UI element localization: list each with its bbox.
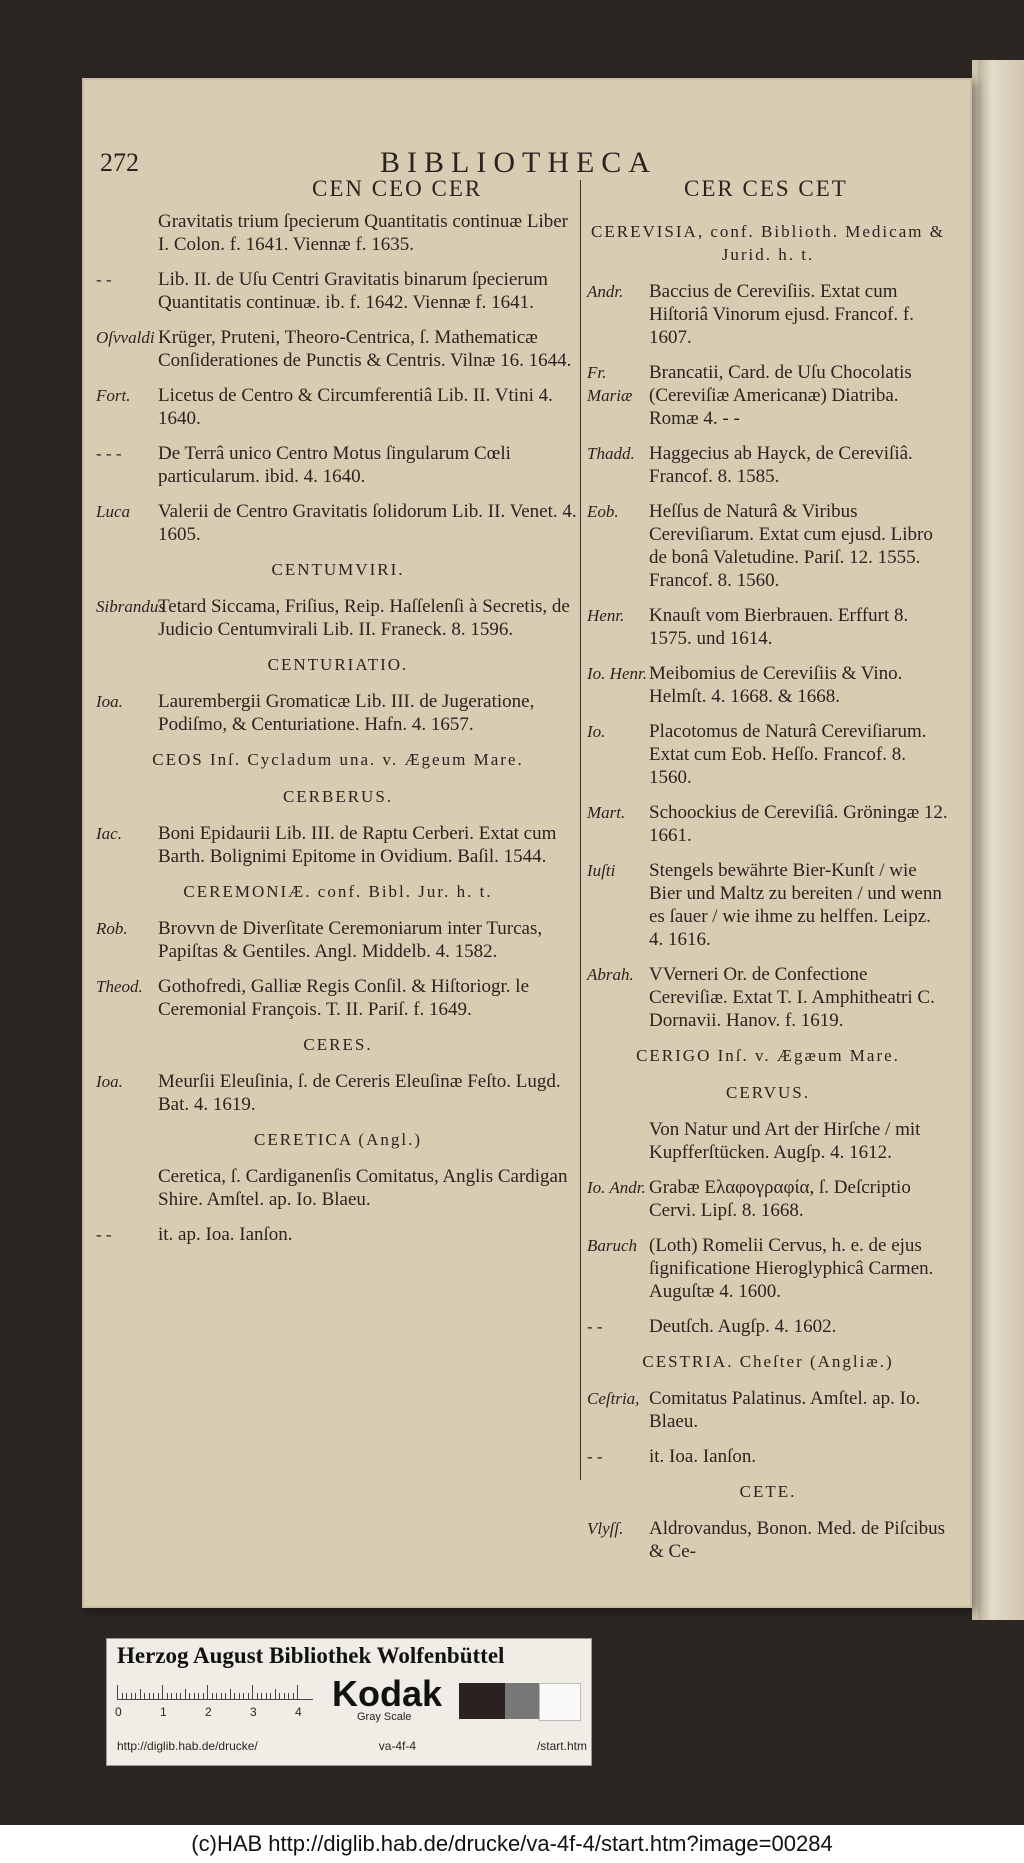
bibliography-entry: [96, 975, 580, 1021]
ruler-tick: [239, 1693, 240, 1699]
entry-text: Baccius de Cereviſiis. Extat cum Hiſtoriâ Vinorum ejusd. Francof. f. 1607.: [649, 281, 914, 348]
ruler-tick: [248, 1693, 249, 1699]
entry-text: Laurembergii Gromaticæ Lib. III. de Jugeratione, Podiſmo, & Centuriatione. Hafn. 4. 1657.: [158, 691, 535, 735]
ruler-tick: [194, 1693, 195, 1699]
page-edge-shade: [978, 60, 1024, 1620]
section-heading: CENTUMVIRI.: [271, 560, 405, 579]
ruler-tick: [216, 1693, 217, 1699]
ruler-tick: [122, 1693, 123, 1699]
entry-author-prefix: - -: [587, 1447, 603, 1466]
color-target-strip: [106, 1638, 592, 1766]
url-base: http://diglib.hab.de/drucke/: [117, 1739, 258, 1753]
section-heading: CEREVISIA, conf. Biblioth. Medicam & Jurid. h. t.: [591, 222, 945, 264]
ruler-tick: [117, 1685, 118, 1699]
bibliography-entry: [96, 917, 580, 963]
entry-text: Von Natur und Art der Hirſche / mit Kupfferſtücken. Augſp. 4. 1612.: [649, 1119, 921, 1163]
credit-line: (c)HAB http://diglib.hab.de/drucke/va-4f-4/start.htm?image=00284: [0, 1825, 1024, 1863]
bibliography-entry: [587, 1315, 949, 1338]
entry-text: Aldrovandus, Bonon. Med. de Piſcibus & Ce-: [649, 1518, 946, 1562]
bibliography-entry: [587, 662, 949, 708]
entry-author-prefix: Theod.: [96, 977, 143, 996]
entry-author-prefix: Io. Andr.: [587, 1178, 646, 1197]
ruler-tick: [189, 1693, 190, 1699]
ruler-tick: [293, 1693, 294, 1699]
entry-author-prefix: Sibrandus: [96, 597, 165, 616]
bibliography-entry: [587, 801, 949, 847]
entry-text: VVerneri Or. de Confectione Cereviſiæ. Extat T. I. Amphitheatri C. Dornavii. Hanov. f. 1619.: [649, 964, 935, 1031]
entry-author-prefix: Vlyſſ.: [587, 1519, 624, 1538]
entry-text: Comitatus Palatinus. Amſtel. ap. Io. Blaeu.: [649, 1388, 921, 1432]
ruler-tick: [230, 1689, 231, 1699]
entry-text: Ceretica, ſ. Cardiganenſis Comitatus, Anglis Cardigan Shire. Amſtel. ap. Io. Blaeu.: [158, 1166, 568, 1210]
entry-text: Gravitatis trium ſpecierum Quantitatis continuæ Liber I. Colon. f. 1641. Viennæ f. 1635.: [158, 211, 568, 255]
entry-text: Brancatii, Card. de Uſu Chocolatis (Cereviſiæ Americanæ) Diatriba. Romæ 4. - -: [649, 362, 912, 429]
section-heading: CERBERUS.: [282, 787, 394, 806]
ruler-tick: [257, 1693, 258, 1699]
entry-author-prefix: Iuſti: [587, 861, 616, 880]
ruler-tick: [167, 1693, 168, 1699]
entry-text: it. Ioa. Ianſon.: [649, 1446, 757, 1467]
gray-swatch: [505, 1683, 539, 1719]
entry-author-prefix: Io. Henr.: [587, 664, 647, 683]
bibliography-entry: [587, 604, 949, 650]
section-heading: CETE.: [739, 1482, 797, 1501]
ruler-tick: [266, 1693, 267, 1699]
entry-author-prefix: [587, 1118, 649, 1164]
entry-text: Gothofredi, Galliæ Regis Conſil. & Hiſtoriogr. le Ceremonial François. T. II. Pariſ. f. 1649.: [158, 976, 530, 1020]
bibliography-entry: [96, 690, 580, 736]
right-column-head: CER CES CET: [684, 176, 848, 201]
bibliography-entry: [96, 1165, 580, 1211]
white-swatch: [539, 1683, 581, 1721]
ruler-tick: [158, 1693, 159, 1699]
entry-author-prefix: Rob.: [96, 919, 128, 938]
bibliography-entry: [96, 1223, 580, 1246]
entry-text: (Loth) Romelii Cervus, h. e. de ejus ſignificatione Hieroglyphicâ Carmen. Auguſtæ 4. 1600.: [649, 1235, 934, 1302]
entry-author-prefix: Andr.: [587, 282, 624, 301]
entry-author-prefix: [96, 1165, 158, 1211]
entry-author-prefix: Thadd.: [587, 444, 635, 463]
ruler-tick: [126, 1693, 127, 1699]
ruler-tick: [284, 1693, 285, 1699]
bibliography-entry: [587, 963, 949, 1032]
entry-text: Stengels bewährte Bier-Kunſt / wie Bier und Maltz zu bereiten / und wenn es ſauer / wie ihme zu helffen. Leipz. 4. 1616.: [649, 860, 942, 950]
entry-author-prefix: Oſvvaldi: [96, 328, 155, 347]
section-heading: CESTRIA. Cheſter (Angliæ.): [642, 1352, 894, 1371]
right-column: [587, 210, 949, 1575]
entry-text: Schoockius de Cereviſiâ. Gröningæ 12. 1661.: [649, 802, 948, 846]
bibliography-entry: [96, 500, 580, 546]
ruler-tick: [185, 1689, 186, 1699]
entry-author-prefix: Io.: [587, 722, 606, 741]
ruler-tick: [131, 1693, 132, 1699]
entry-author-prefix: Ioa.: [96, 1072, 123, 1091]
ruler-tick: [140, 1689, 141, 1699]
bibliography-entry: [96, 326, 580, 372]
entry-author-prefix: Ioa.: [96, 692, 123, 711]
url-id: va-4f-4: [378, 1739, 417, 1753]
bibliography-entry: [587, 1445, 949, 1468]
ruler-number: 3: [250, 1705, 257, 1719]
entry-author-prefix: Ceſtria,: [587, 1389, 640, 1408]
entry-author-prefix: Henr.: [587, 606, 625, 625]
bibliography-entry: [587, 1176, 949, 1222]
entry-author-prefix: [96, 210, 158, 256]
entry-text: Grabæ Ελαφογραφία, ſ. Deſcriptio Cervi. Lipſ. 8. 1668.: [649, 1177, 911, 1221]
ruler-number: 1: [160, 1705, 167, 1719]
ruler-tick: [221, 1693, 222, 1699]
entry-author-prefix: Baruch: [587, 1236, 638, 1255]
entry-author-prefix: - -: [96, 1225, 112, 1244]
ruler-tick: [275, 1689, 276, 1699]
ruler-tick: [288, 1693, 289, 1699]
entry-text: Licetus de Centro & Circumferentiâ Lib. II. Vtini 4. 1640.: [158, 385, 553, 429]
ruler-tick: [234, 1693, 235, 1699]
entry-author-prefix: Abrah.: [587, 965, 634, 984]
left-column-head: CEN CEO CER: [312, 176, 483, 201]
entry-author-prefix: Fr. Mariæ: [587, 363, 633, 405]
ruler-tick: [171, 1693, 172, 1699]
bibliography-entry: [96, 822, 580, 868]
entry-author-prefix: Eob.: [587, 502, 619, 521]
url-start: /start.htm: [536, 1739, 587, 1753]
entry-text: Heſſus de Naturâ & Viribus Cereviſiarum. Extat cum ejusd. Libro de bonâ Valetudine. Pariſ. 12. 1555. Francof. 8. 1560.: [649, 501, 933, 591]
entry-text: Deutſch. Augſp. 4. 1602.: [649, 1316, 837, 1337]
section-heading: CENTURIATIO.: [267, 655, 409, 674]
section-heading: CERES.: [303, 1035, 373, 1054]
ruler-tick: [162, 1685, 163, 1699]
bibliography-entry: [587, 720, 949, 789]
bibliography-entry: [96, 384, 580, 430]
section-heading: CERVUS.: [726, 1083, 810, 1102]
entry-text: it. ap. Ioa. Ianſon.: [158, 1224, 293, 1245]
ruler-number: 2: [205, 1705, 212, 1719]
ruler-tick: [198, 1693, 199, 1699]
section-heading: CERIGO Inſ. v. Ægæum Mare.: [636, 1046, 900, 1065]
ruler-number: 4: [295, 1705, 302, 1719]
ruler-tick: [203, 1693, 204, 1699]
entry-author-prefix: - -: [96, 270, 112, 289]
column-divider: [580, 180, 581, 1480]
bibliography-entry: [587, 1234, 949, 1303]
ruler-tick: [144, 1693, 145, 1699]
page-number: 272: [100, 148, 139, 177]
ruler-tick: [212, 1693, 213, 1699]
entry-text: Meibomius de Cereviſiis & Vino. Helmſt. 4. 1668. & 1668.: [649, 663, 903, 707]
ruler-tick: [279, 1693, 280, 1699]
section-heading: CEOS Inſ. Cycladum una. v. Ægeum Mare.: [152, 750, 524, 769]
ruler-tick: [180, 1693, 181, 1699]
entry-text: De Terrâ unico Centro Motus ſingularum Cœli particularum. ibid. 4. 1640.: [158, 443, 511, 487]
entry-author-prefix: Mart.: [587, 803, 626, 822]
scale-ruler: [117, 1683, 313, 1700]
ruler-tick: [252, 1685, 253, 1699]
ruler-tick: [153, 1693, 154, 1699]
ruler-tick: [149, 1693, 150, 1699]
entry-author-prefix: Fort.: [96, 386, 131, 405]
left-column: [96, 210, 580, 1258]
ruler-tick: [261, 1693, 262, 1699]
ruler-numbers: [115, 1705, 340, 1719]
section-heading: CERETICA (Angl.): [254, 1130, 422, 1149]
ruler-tick: [243, 1693, 244, 1699]
bibliography-entry: [96, 210, 580, 256]
bibliography-entry: [96, 268, 580, 314]
url-line: [117, 1739, 587, 1753]
entry-text: Boni Epidaurii Lib. III. de Raptu Cerberi. Extat cum Barth. Bolignimi Epitome in Ovidium. Baſil. 1544.: [158, 823, 557, 867]
bibliography-entry: [587, 280, 949, 349]
ruler-tick: [297, 1685, 298, 1699]
entry-text: Meurſii Eleuſinia, ſ. de Cereris Eleuſinæ Feſto. Lugd. Bat. 4. 1619.: [158, 1071, 561, 1115]
bibliography-entry: [96, 595, 580, 641]
entry-text: Krüger, Pruteni, Theoro-Centrica, ſ. Mathematicæ Conſiderationes de Punctis & Centris. Vilnæ 16. 1644.: [158, 327, 572, 371]
entry-text: Brovvn de Diverſitate Ceremoniarum inter Turcas, Papiſtas & Gentiles. Angl. Middelb. 4. 1582.: [158, 918, 543, 962]
entry-text: Haggecius ab Hayck, de Cereviſiâ. Francof. 8. 1585.: [649, 443, 913, 487]
bibliography-entry: [587, 361, 949, 430]
library-name: Herzog August Bibliothek Wolfenbüttel: [117, 1643, 505, 1668]
entry-text: Placotomus de Naturâ Cereviſiarum. Extat cum Eob. Heſſo. Francof. 8. 1560.: [649, 721, 927, 788]
kodak-logo: Kodak: [332, 1673, 443, 1714]
bibliography-entry: [587, 1387, 949, 1433]
bibliography-entry: [587, 1118, 949, 1164]
bibliography-entry: [587, 859, 949, 951]
ruler-tick: [176, 1693, 177, 1699]
bibliography-entry: [587, 1517, 949, 1563]
entry-text: Knauſt vom Bierbrauen. Erffurt 8. 1575. und 1614.: [649, 605, 909, 649]
ruler-tick: [270, 1693, 271, 1699]
entry-text: Lib. II. de Uſu Centri Gravitatis binarum ſpecierum Quantitatis continuæ. ib. f. 1642. Viennæ f. 1641.: [158, 269, 548, 313]
entry-text: Valerii de Centro Gravitatis ſolidorum Lib. II. Venet. 4. 1605.: [158, 501, 577, 545]
gray-scale-label: Gray Scale: [357, 1711, 412, 1723]
bibliography-entry: [587, 442, 949, 488]
entry-author-prefix: - -: [587, 1317, 603, 1336]
ruler-tick: [225, 1693, 226, 1699]
entry-author-prefix: Iac.: [96, 824, 122, 843]
bibliography-entry: [587, 500, 949, 592]
bibliography-entry: [96, 1070, 580, 1116]
ruler-tick: [207, 1685, 208, 1699]
running-head: BIBLIOTHECA: [380, 146, 657, 179]
entry-author-prefix: Luca: [96, 502, 130, 521]
ruler-tick: [135, 1693, 136, 1699]
entry-text: Tetard Siccama, Friſius, Reip. Haſſelenſi à Secretis, de Judicio Centumvirali Lib. II. Franeck. 8. 1596.: [158, 596, 570, 640]
entry-author-prefix: - - -: [96, 444, 122, 463]
ruler-number: 0: [115, 1705, 122, 1719]
bibliography-entry: [96, 442, 580, 488]
section-heading: CEREMONIÆ. conf. Bibl. Jur. h. t.: [183, 882, 493, 901]
